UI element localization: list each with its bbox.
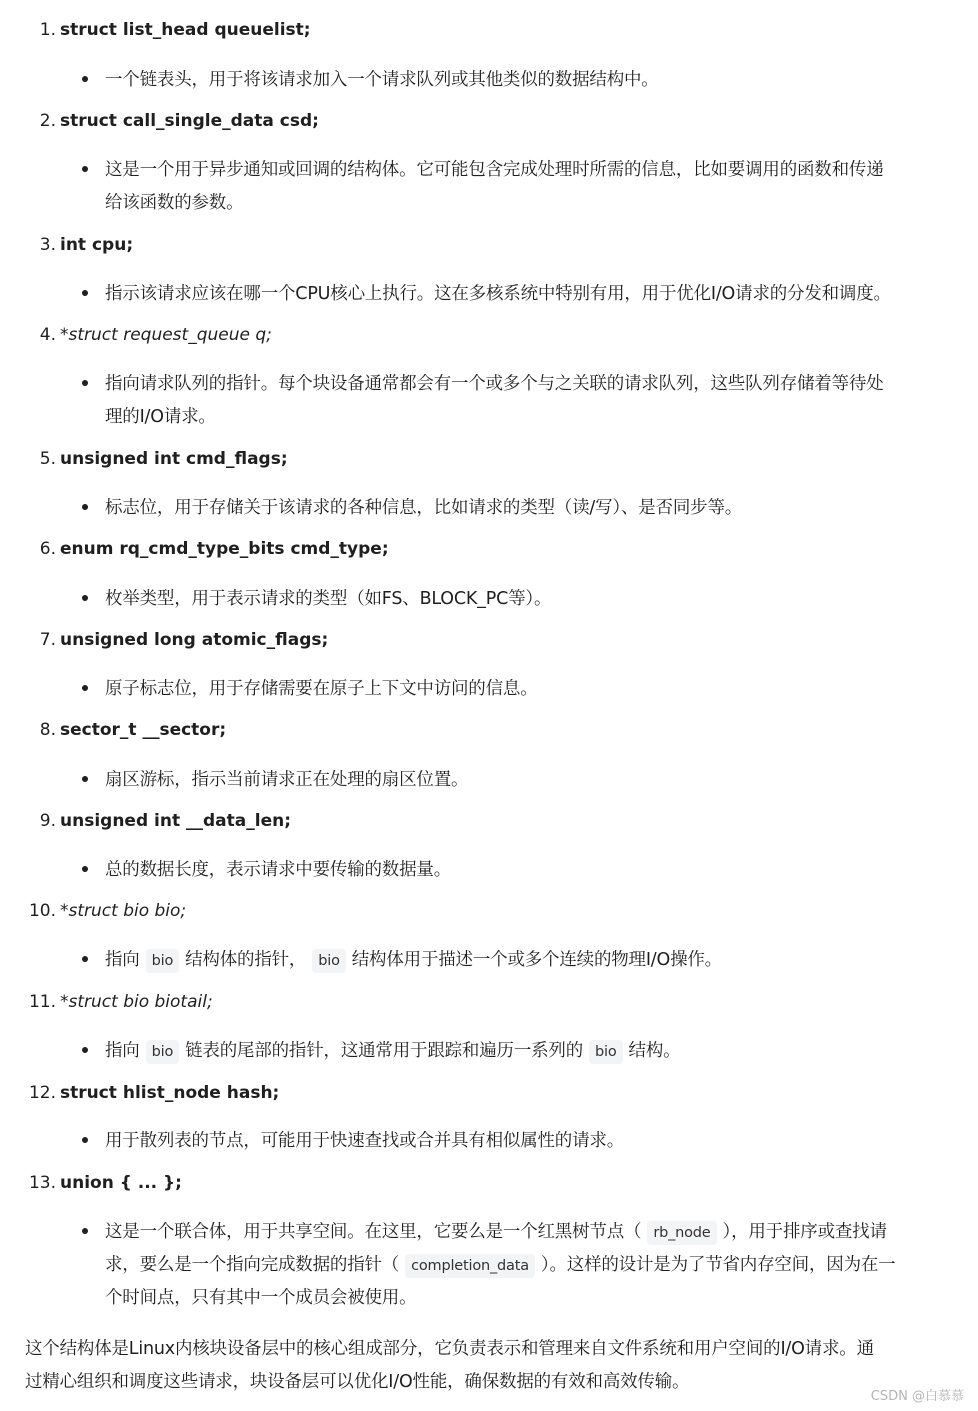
item-description: 指向请求队列的指针。每个块设备通常都会有一个或多个与之关联的请求队列，这些队列存储着等待处 理的I/O请求。 [105, 374, 884, 427]
item-heading [0, 446, 288, 472]
item-title: struct hlist_node hash; [60, 1083, 280, 1103]
inline-code: rb_node [647, 1221, 716, 1245]
bullet-icon [82, 1228, 88, 1234]
item-description: 原子标志位，用于存储需要在原子上下文中访问的信息。 [105, 679, 538, 699]
inline-code: completion_data [405, 1254, 535, 1278]
item-number: 6. [39, 539, 56, 559]
bullet-icon [82, 380, 88, 386]
item-description: 指向 bio 链表的尾部的指针，这通常用于跟踪和遍历一系列的 bio 结构。 [105, 1035, 955, 1068]
item-description: 这是一个用于异步通知或回调的结构体。它可能包含完成处理时所需的信息，比如要调用的函数和传递 给该函数的参数。 [105, 160, 884, 213]
item-heading [0, 536, 389, 562]
item-description: 总的数据长度，表示请求中要传输的数据量。 [105, 860, 451, 880]
item-number: 9. [39, 811, 56, 831]
bullet-icon [82, 866, 88, 872]
item-heading [0, 627, 328, 653]
item-number: 13. [28, 1173, 56, 1193]
item-number: 10. [28, 901, 56, 921]
item-title: sector_t __sector; [60, 720, 227, 740]
item-number: 8. [39, 720, 56, 740]
item-heading [0, 808, 291, 834]
item-number: 1. [39, 20, 56, 40]
item-heading [0, 108, 319, 134]
inline-code: bio [312, 949, 346, 973]
bullet-icon [82, 956, 88, 962]
item-description: 指示该请求应该在哪一个CPU核心上执行。这在多核系统中特别有用，用于优化I/O请求的分发和调度。 [105, 284, 891, 304]
item-heading [0, 322, 272, 348]
item-title: unsigned long atomic_flags; [60, 630, 329, 650]
inline-code: bio [589, 1040, 623, 1064]
item-heading [0, 1170, 182, 1196]
item-heading [0, 232, 133, 258]
item-title: struct call_single_data csd; [60, 111, 319, 131]
item-number: 7. [39, 630, 56, 650]
bullet-icon [82, 1047, 88, 1053]
inline-code: bio [146, 1040, 180, 1064]
bullet-icon [82, 776, 88, 782]
item-number: 12. [28, 1083, 56, 1103]
item-title: enum rq_cmd_type_bits cmd_type; [60, 539, 389, 559]
item-description: 扇区游标，指示当前请求正在处理的扇区位置。 [105, 770, 469, 790]
summary-paragraph: 这个结构体是Linux内核块设备层中的核心组成部分，它负责表示和管理来自文件系统和用户空间的I/O请求。通 过精心组织和调度这些请求，块设备层可以优化I/O性能，确保数据的有效和高效传输。 [25, 1339, 874, 1392]
bullet-icon [82, 290, 88, 296]
item-number: 3. [39, 235, 56, 255]
item-description: 标志位，用于存储关于该请求的各种信息，比如请求的类型（读/写）、是否同步等。 [105, 498, 743, 518]
bullet-icon [82, 76, 88, 82]
item-heading [0, 898, 186, 924]
item-number: 5. [39, 449, 56, 469]
item-title: *struct bio biotail; [60, 992, 213, 1012]
item-description: 这是一个联合体，用于共享空间。在这里，它要么是一个红黑树节点（ rb_node ），用于排序或查找请 求，要么是一个指向完成数据的指针（ completion_data ）。这样的设计是为了节省内存空间，因为在一 个时间点，只有其中一个成员会被使用。 [105, 1222, 896, 1308]
item-title: int cpu; [60, 235, 134, 255]
item-title: unsigned int cmd_flags; [60, 449, 288, 469]
bullet-icon [82, 595, 88, 601]
item-description: 一个链表头，用于将该请求加入一个请求队列或其他类似的数据结构中。 [105, 70, 659, 90]
item-title: struct list_head queuelist; [60, 20, 311, 40]
item-heading [0, 989, 213, 1015]
item-title: *struct bio bio; [60, 901, 187, 921]
item-number: 2. [39, 111, 56, 131]
item-title: union { ... }; [60, 1173, 182, 1193]
item-heading [0, 1080, 279, 1106]
bullet-icon [82, 1137, 88, 1143]
item-description: 指向 bio 结构体的指针， bio 结构体用于描述一个或多个连续的物理I/O操作。 [105, 944, 955, 977]
watermark: CSDN @白慕慕 [870, 1389, 964, 1404]
item-number: 11. [28, 992, 56, 1012]
inline-code: bio [146, 949, 180, 973]
item-title: *struct request_queue q; [60, 325, 272, 345]
item-description: 用于散列表的节点，可能用于快速查找或合并具有相似属性的请求。 [105, 1131, 624, 1151]
item-description: 枚举类型，用于表示请求的类型（如FS、BLOCK_PC等）。 [105, 589, 552, 609]
item-heading [0, 717, 226, 743]
item-title: unsigned int __data_len; [60, 811, 292, 831]
bullet-icon [82, 504, 88, 510]
item-heading [0, 17, 311, 43]
item-number: 4. [39, 325, 56, 345]
bullet-icon [82, 166, 88, 172]
bullet-icon [82, 685, 88, 691]
